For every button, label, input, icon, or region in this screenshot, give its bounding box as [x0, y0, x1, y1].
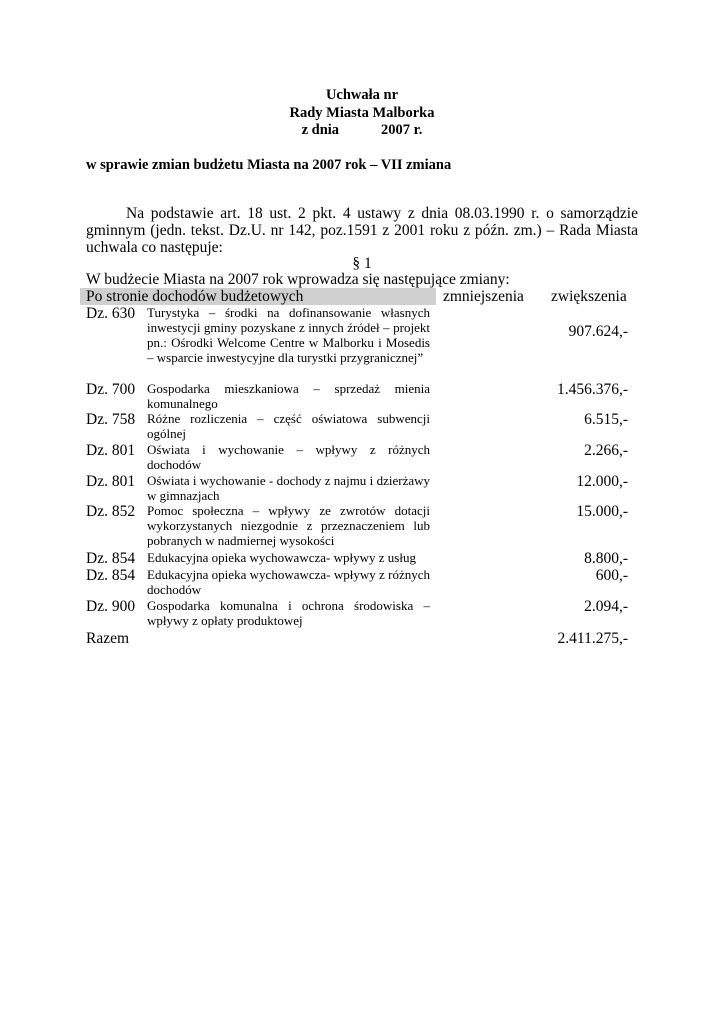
row-increase: 8.800,- — [584, 550, 628, 567]
row-division: Dz. 854 — [86, 550, 136, 567]
row-increase: 15.000,- — [576, 503, 628, 520]
table-header-increase: zwiększenia — [551, 288, 627, 305]
table-header-income: Po stronie dochodów budżetowych — [80, 288, 436, 305]
date-prefix: z dnia — [301, 122, 340, 138]
resolution-date — [0, 122, 724, 139]
date-year: 2007 r. — [381, 122, 423, 138]
row-division: Dz. 758 — [86, 411, 136, 428]
row-increase: 2.094,- — [584, 598, 628, 615]
row-description: Pomoc społeczna – wpływy ze zwrotów dotacji wykorzystanych niezgodnie z przeznaczeniem lub pobranych w nadmiernej wysokości — [147, 503, 430, 548]
row-increase: 2.266,- — [584, 442, 628, 459]
row-description: Różne rozliczenia – część oświatowa subwencji ogólnej — [147, 411, 430, 441]
row-increase: 1.456.376,- — [556, 381, 628, 398]
legal-basis-paragraph: Na podstawie art. 18 ust. 2 pkt. 4 ustawy z dnia 08.03.1990 r. o samorządzie gminnym (jedn. tekst. Dz.U. nr 142, poz.1591 z 2001 roku z późn. zm.) – Rada Miasta uchwala co następuje: — [86, 205, 638, 256]
section-intro: W budżecie Miasta na 2007 rok wprowadza się następujące zmiany: — [86, 271, 510, 288]
row-description: Oświata i wychowanie - dochody z najmu i dzierżawy w gimnazjach — [147, 473, 430, 503]
row-division: Dz. 900 — [86, 598, 136, 615]
row-division: Dz. 801 — [86, 442, 136, 459]
resolution-subject: w sprawie zmian budżetu Miasta na 2007 rok – VII zmiana — [86, 157, 452, 173]
row-division: Dz. 852 — [86, 503, 136, 520]
resolution-title: Uchwała nr — [325, 87, 399, 103]
council-name: Rady Miasta Malborka — [289, 105, 435, 121]
row-description: Gospodarka mieszkaniowa – sprzedaż mienia komunalnego — [147, 381, 430, 411]
table-header-decrease: zmniejszenia — [443, 288, 524, 305]
row-increase: 6.515,- — [584, 411, 628, 428]
row-increase: 600,- — [595, 567, 628, 584]
row-description: Turystyka – środki na dofinansowanie własnych inwestycji gminy pozyskane z innych źródeł – projekt pn.: Ośrodki Welcome Centre w Malborku i Mosedis – wsparcie inwestycyjne dla turystki przygranicznej” — [147, 305, 430, 365]
total-label: Razem — [86, 630, 130, 647]
row-increase: 907.624,- — [568, 323, 628, 340]
row-description: Edukacyjna opieka wychowawcza- wpływy z różnych dochodów — [147, 567, 430, 597]
row-description: Edukacyjna opieka wychowawcza- wpływy z usług — [147, 550, 416, 565]
row-division: Dz. 630 — [86, 305, 136, 322]
row-increase: 12.000,- — [576, 473, 628, 490]
row-description: Oświata i wychowanie – wpływy z różnych dochodów — [147, 442, 430, 472]
total-increase: 2.411.275,- — [557, 630, 628, 647]
row-division: Dz. 700 — [86, 381, 136, 398]
row-description: Gospodarka komunalna i ochrona środowiska – wpływy z opłaty produktowej — [147, 598, 430, 628]
section-mark: § 1 — [352, 255, 372, 272]
row-division: Dz. 854 — [86, 567, 136, 584]
row-division: Dz. 801 — [86, 473, 136, 490]
